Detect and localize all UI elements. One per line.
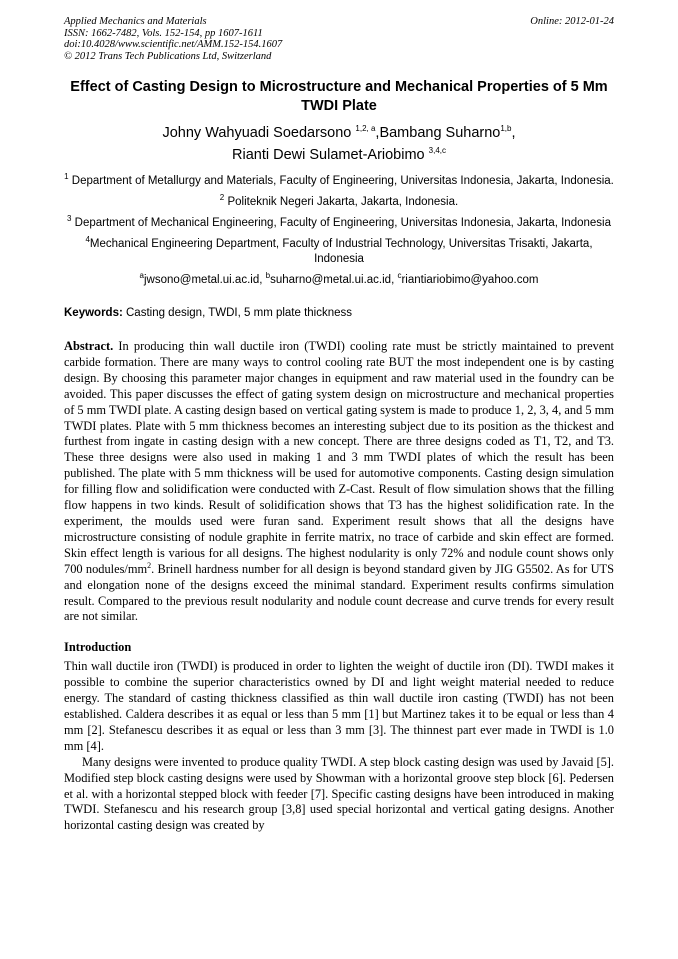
journal-name: Applied Mechanics and Materials [64,16,207,27]
affiliation: $^1$ Department of Metallurgy and Materials, Faculty of Engineering, Universitas Indonesia, Jakarta, Indonesia. [64,172,614,187]
keywords [64,306,614,321]
author-name: Rianti Dewi Sulamet-Ariobimo [232,147,429,163]
affiliation: $^4$Mechanical Engineering Department, Faculty of Industrial Technology, Universitas Trisakti, Jakarta, Indonesia [85,235,593,265]
email-link[interactable]: jwsono@metal.ui.ac.id, [144,274,266,286]
paper-title: Effect of Casting Design to Microstructure and Mechanical Properties of 5 Mm TWDI Plate [70,79,608,114]
abstract-label: Abstract. [64,339,114,353]
author-affiliation-mark: 1,b [500,124,512,134]
author-affiliation-mark: 3,4,c [428,146,446,156]
copyright-line: © 2012 Trans Tech Publications Ltd, Switzerland [64,50,272,62]
email-link[interactable]: riantiariobimo@yahoo.com [401,274,539,286]
author-name: Johny Wahyuadi Soedarsono [162,125,356,141]
paragraph: Many designs were invented to produce quality TWDI. A step block casting design was used by Javaid [5]. Modified step block casting designs were used by Showman with a horizontal groove step block [6]. Pedersen et al. with a horizontal stepped block with feeder [7]. Specific casting designs have been introduced in making TWDI. Stefanescu and his research group [3,8] used special horizontal and vertical gating designs. Another horizontal casting design was created by [64,754,614,833]
issn-line: ISSN: 1662-7482, Vols. 152-154, pp 1607-1611 [64,27,263,39]
author-name: Bambang Suharno [379,125,501,141]
email-link[interactable]: suharno@metal.ui.ac.id, [270,274,398,286]
affiliation: $^3$ Department of Mechanical Engineering, Faculty of Engineering, Universitas Indonesia, Jakarta, Indonesia [67,214,611,229]
affiliation: $^2$ Politeknik Negeri Jakarta, Jakarta, Indonesia. [219,193,459,208]
section-heading-introduction: Introduction [64,640,132,655]
author-list: Johny Wahyuadi Soedarsono $^{1,2, a}$,Bambang Suharno$^{1,b}$, Rianti Dewi Sulamet-Ariobimo $^{3,4,c}$ [162,124,516,163]
paragraph: Thin wall ductile iron (TWDI) is produced in order to lighten the weight of ductile iron (DI). TWDI makes it possible to combine the superior characteristics owned by DI and light weight material needed to reduce energy. The standard of casting thickness classified as thin wall ductile iron casting (TWDI) has not been established. Caldera describes it as equal or less than 5 mm [1] but Martinez takes it to be equal or less than 4 mm [2]. Stefanescu describes it as equal or less than 3 mm [3]. The thinnest part ever made in TWDI is 1.0 mm [4]. [64,659,614,753]
keywords-label: Keywords: [64,307,123,319]
abstract-text: . Brinell hardness number for all design is beyond standard given by JIG G5502. As for UTS and elongation none of the designs exceed the minimal standard. Experiment results confirms simulation result. Compared to the previous result nodularity and nodule count decrease and curve trends for every result are not similar. [64,561,614,624]
journal-header [64,16,614,62]
keywords-text: Casting design, TWDI, 5 mm plate thickness [122,307,353,319]
paper-page [64,16,614,834]
online-date: Online: 2012-01-24 [530,16,614,27]
doi-line: doi:10.4028/www.scientific.net/AMM.152-154.1607 [64,39,283,50]
abstract-text: In producing thin wall ductile iron (TWDI) cooling rate must be strictly maintained to prevent carbide formation. There are many ways to control cooling rate BUT the most independent one is by casting design. By choosing this parameter major changes in equipment and raw material used in the foundry can be avoided. This paper discusses the effect of gating system design on microstructure and mechanical properties of 5 mm TWDI plate. A casting design based on vertical gating system is made to produce 1, 2, 3, 4, and 5 mm TWDI plates. Plate with 5 mm thickness becomes an interesting subject due to its position as the thickest and furthest from ingate in casting design with a new concept. There are three designs coded as T1, T2, and T3. These three designs were also used in making 1 and 3 mm TWDI plates of which the result has been published. The plate with 5 mm thickness will be used for automotive components. Casting design simulation for filling flow and solidification were conducted with Z-Cast. Result of flow simulation shows that the filling flow happens in two kinds. Result of solidification shows that T3 has the highest solidification rate. In the experiment, the moulds used were furan sand. Experiment result shows that all the designs have microstructure consisting of nodule graphite in ferrite matrix, no trace of carbide and skin effect are formed. Skin effect length is various for all designs. The highest nodularity is only 72% and nodule count shows only 700 nodules/mm [64,339,614,576]
author-affiliation-mark: 1,2, a [355,124,376,134]
abstract: Abstract. In producing thin wall ductile iron (TWDI) cooling rate must be strictly maintained to prevent carbide formation. There are many ways to control cooling rate BUT the most independent one is by casting design. By choosing this parameter major changes in equipment and raw material used in the foundry can be avoided. This paper discusses the effect of gating system design on microstructure and mechanical properties of 5 mm TWDI plate. A casting design based on vertical gating system is made to produce 1, 2, 3, 4, and 5 mm TWDI plates. Plate with 5 mm thickness becomes an interesting subject due to its position as the thickest and furthest from ingate in casting design with a new concept. There are three designs coded as T1, T2, and T3. These three designs were also used in making 1 and 3 mm TWDI plates of which the result has been published. The plate with 5 mm thickness will be used for automotive components. Casting design simulation for filling flow and solidification were conducted with Z-Cast. Result of flow simulation shows that the filling flow happens in two kinds. Result of solidification shows that T3 has the highest solidification rate. In the experiment, the moulds used were furan sand. Experiment result shows that all the designs have microstructure consisting of nodule graphite in ferrite matrix, no trace of carbide and skin effect are formed. Skin effect length is various for all designs. The highest nodularity is only 72% and nodule count shows only 700 nodules/$mm^2$. Brinell hardness number for all design is beyond standard given by JIG G5502. As for UTS and elongation none of the designs exceed the minimal standard. Experiment results confirms simulation result. Compared to the previous result nodularity and nodule count decrease and curve trends for every result are not similar. [64,339,614,624]
email-list: $^a$jwsono@metal.ui.ac.id, $^b$suharno@metal.ui.ac.id, $^c$riantiariobimo@yahoo.com [139,271,539,286]
